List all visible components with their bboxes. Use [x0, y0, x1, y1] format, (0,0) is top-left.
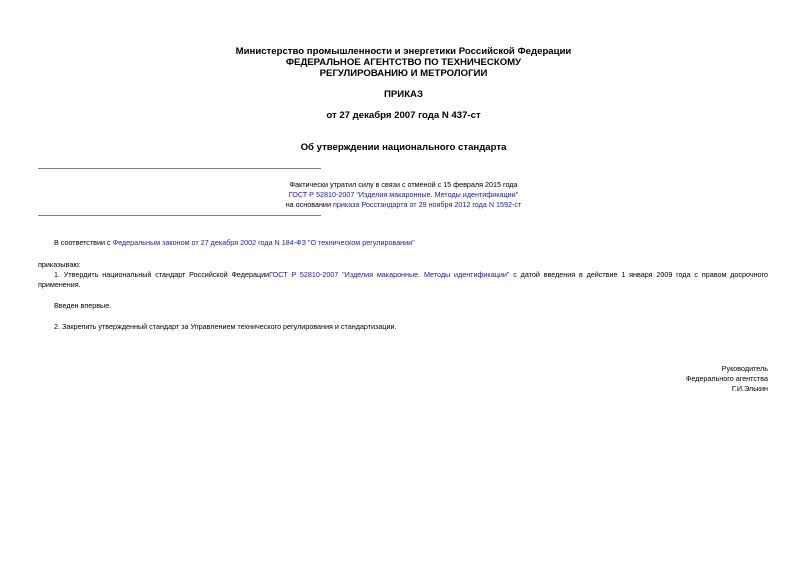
- order-word: приказываю:: [38, 260, 81, 269]
- status-note-prefix: на основании: [285, 200, 333, 209]
- intro-prefix: В соответствии с: [54, 238, 113, 247]
- item1-continuation: применения.: [38, 280, 81, 289]
- rosstandart-order-link[interactable]: приказа Росстандарта от 29 ноября 2012 года N 1592-ст: [332, 200, 522, 209]
- doc-subject: Об утверждении национального стандарта: [300, 142, 507, 153]
- status-note-line1: Фактически утратил силу в связи с отменой с 15 февраля 2015 года: [289, 180, 518, 189]
- signature-org: Федерального агентства: [685, 374, 768, 383]
- introduced-note: Введен впервые.: [54, 301, 112, 310]
- status-note-line3: [0, 200, 807, 210]
- signature-position: Руководитель: [721, 364, 768, 373]
- ministry-title: Министерство промышленности и энергетики Российской Федерации: [235, 46, 572, 57]
- doc-type: ПРИКАЗ: [384, 89, 423, 100]
- intro-paragraph: [38, 238, 768, 248]
- item2-paragraph: 2. Закрепить утвержденный стандарт за Управлением технического регулирования и стандартизации.: [54, 322, 397, 331]
- federal-law-link[interactable]: Федеральным законом от 27 декабря 2002 года N 184-ФЗ "О техническом регулировании": [112, 238, 415, 247]
- gost-link-item1[interactable]: ГОСТ Р 52810-2007 "Изделия макаронные. Методы идентификации": [269, 270, 510, 279]
- item1-prefix: 1. Утвердить национальный стандарт Российской Федерации: [54, 270, 270, 279]
- agency-title-line1: ФЕДЕРАЛЬНОЕ АГЕНТСТВО ПО ТЕХНИЧЕСКОМУ: [285, 57, 522, 68]
- item1-paragraph: [38, 270, 768, 280]
- note-top-divider: [38, 168, 321, 169]
- agency-title-line2: РЕГУЛИРОВАНИЮ И МЕТРОЛОГИИ: [319, 68, 488, 79]
- signature-name: Г.И.Элькин: [731, 384, 768, 393]
- item1-suffix: с датой введения в действие 1 января 2009 года с правом досрочного: [509, 270, 768, 279]
- status-note-line2: [0, 190, 807, 200]
- gost-link-note[interactable]: ГОСТ Р 52810-2007 "Изделия макаронные. Методы идентификации": [288, 190, 519, 199]
- note-bottom-divider: [38, 215, 321, 216]
- doc-date-number: от 27 декабря 2007 года N 437-ст: [326, 110, 481, 121]
